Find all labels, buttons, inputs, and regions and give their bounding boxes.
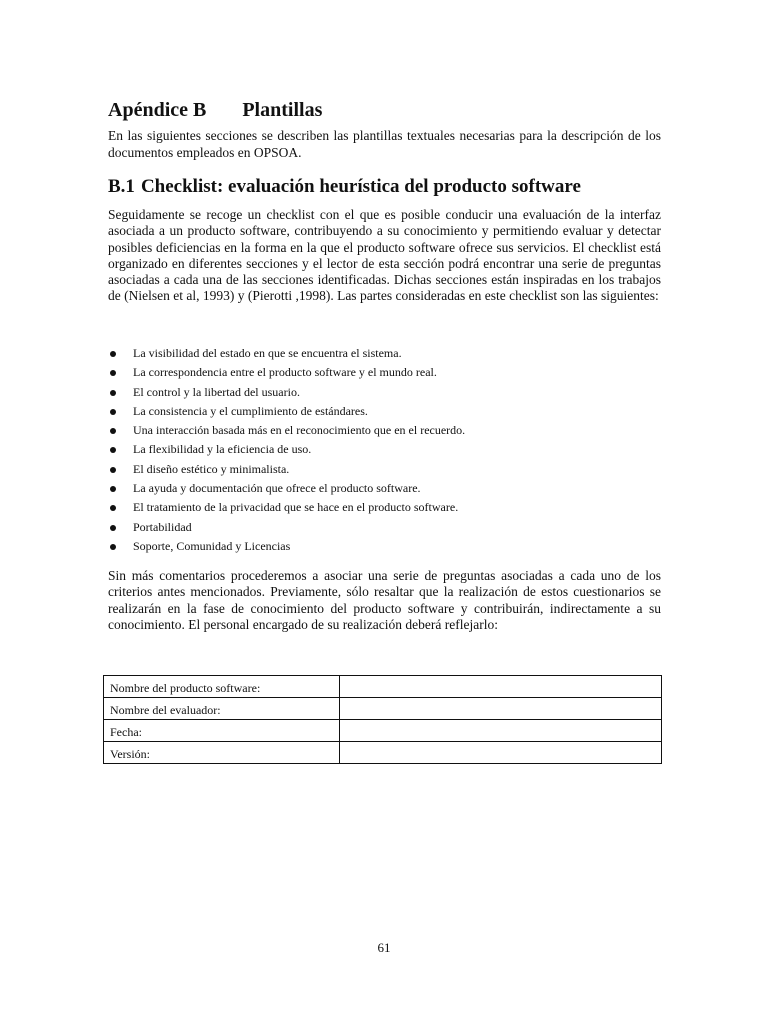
- list-item-text: La consistencia y el cumplimiento de estándares.: [133, 403, 368, 418]
- list-item: [108, 518, 661, 537]
- list-item: [108, 498, 661, 517]
- list-item-text: La visibilidad del estado en que se encuentra el sistema.: [133, 346, 402, 360]
- list-item-text: La flexibilidad y la eficiencia de uso.: [133, 442, 312, 457]
- checklist-parts-list: [108, 344, 661, 556]
- appendix-name: Plantillas: [242, 99, 323, 121]
- bullet-icon: [110, 370, 116, 376]
- list-item-text: Soporte, Comunidad y Licencias: [133, 538, 291, 553]
- list-item-text: La ayuda y documentación que ofrece el producto software.: [133, 481, 421, 496]
- list-item: [108, 479, 661, 498]
- bullet-icon: [110, 505, 116, 511]
- list-item: [108, 537, 661, 556]
- form-label-product-name: Nombre del producto software:: [104, 676, 340, 698]
- list-item: [108, 363, 661, 382]
- bullet-icon: [110, 447, 116, 453]
- section-name: Checklist: evaluación heurística del producto software: [140, 176, 581, 197]
- section-number: B.1: [108, 176, 135, 197]
- list-item-text: El diseño estético y minimalista.: [133, 461, 290, 476]
- table-row: [104, 698, 662, 720]
- list-item-text: El tratamiento de la privacidad que se hace en el producto software.: [133, 500, 459, 515]
- form-field-version[interactable]: [340, 742, 662, 764]
- bullet-icon: [110, 467, 116, 473]
- bullet-icon: [110, 428, 116, 434]
- section-title: [108, 176, 581, 198]
- table-row: [104, 720, 662, 742]
- form-field-product-name[interactable]: [340, 676, 662, 698]
- bullet-icon: [110, 409, 116, 415]
- checklist-description-paragraph: Seguidamente se recoge un checklist con el que es posible conducir una evaluación de la interfaz asociada a un producto software, contribuyendo a su conocimiento y permitiendo evaluar y detectar posibles deficiencias en la forma en la que el producto software ofrece sus servicios. El checklist está organizado en diferentes secciones y el lector de esta sección podrá encontrar una serie de preguntas asociadas a cada una de las secciones identificadas. Dichas secciones están inspiradas en los trabajos de (Nielsen et al, 1993) y (Pierotti ,1998). Las partes consideradas en este checklist son las siguientes:: [108, 207, 661, 304]
- list-item: [108, 402, 661, 421]
- table-row: [104, 742, 662, 764]
- form-label-version: Versión:: [104, 742, 340, 764]
- list-item: [108, 440, 661, 459]
- list-item-text: Portabilidad: [133, 519, 192, 534]
- intro-paragraph: En las siguientes secciones se describen las plantillas textuales necesarias para la descripción de los documentos empleados en OPSOA.: [108, 128, 661, 160]
- page-number: 61: [377, 940, 391, 955]
- bullet-icon: [110, 525, 116, 531]
- form-label-date: Fecha:: [104, 720, 340, 742]
- bullet-icon: [110, 351, 116, 357]
- form-label-evaluator-name: Nombre del evaluador:: [104, 698, 340, 720]
- list-item: [108, 344, 661, 363]
- table-row: [104, 676, 662, 698]
- bullet-icon: [110, 486, 116, 492]
- list-item: [108, 460, 661, 479]
- list-item-text: La correspondencia entre el producto software y el mundo real.: [133, 365, 437, 380]
- list-item: [108, 421, 661, 440]
- list-item-text: Una interacción basada más en el reconocimiento que en el recuerdo.: [133, 423, 466, 438]
- form-field-evaluator-name[interactable]: [340, 698, 662, 720]
- evaluation-form-table: [103, 675, 662, 764]
- appendix-title: [108, 99, 322, 122]
- bullet-icon: [110, 544, 116, 550]
- list-item: [108, 383, 661, 402]
- form-field-date[interactable]: [340, 720, 662, 742]
- appendix-label: Apéndice B: [108, 99, 207, 121]
- bullet-icon: [110, 390, 116, 396]
- closing-paragraph: Sin más comentarios procederemos a asociar una serie de preguntas asociadas a cada uno de los criterios antes mencionados. Previamente, sólo resaltar que la realización de estos cuestionarios se realizarán en la fase de conocimiento del producto software y contribuirán, indirectamente a su conocimiento. El personal encargado de su realización deberá reflejarlo:: [108, 568, 661, 632]
- list-item-text: El control y la libertad del usuario.: [133, 384, 300, 399]
